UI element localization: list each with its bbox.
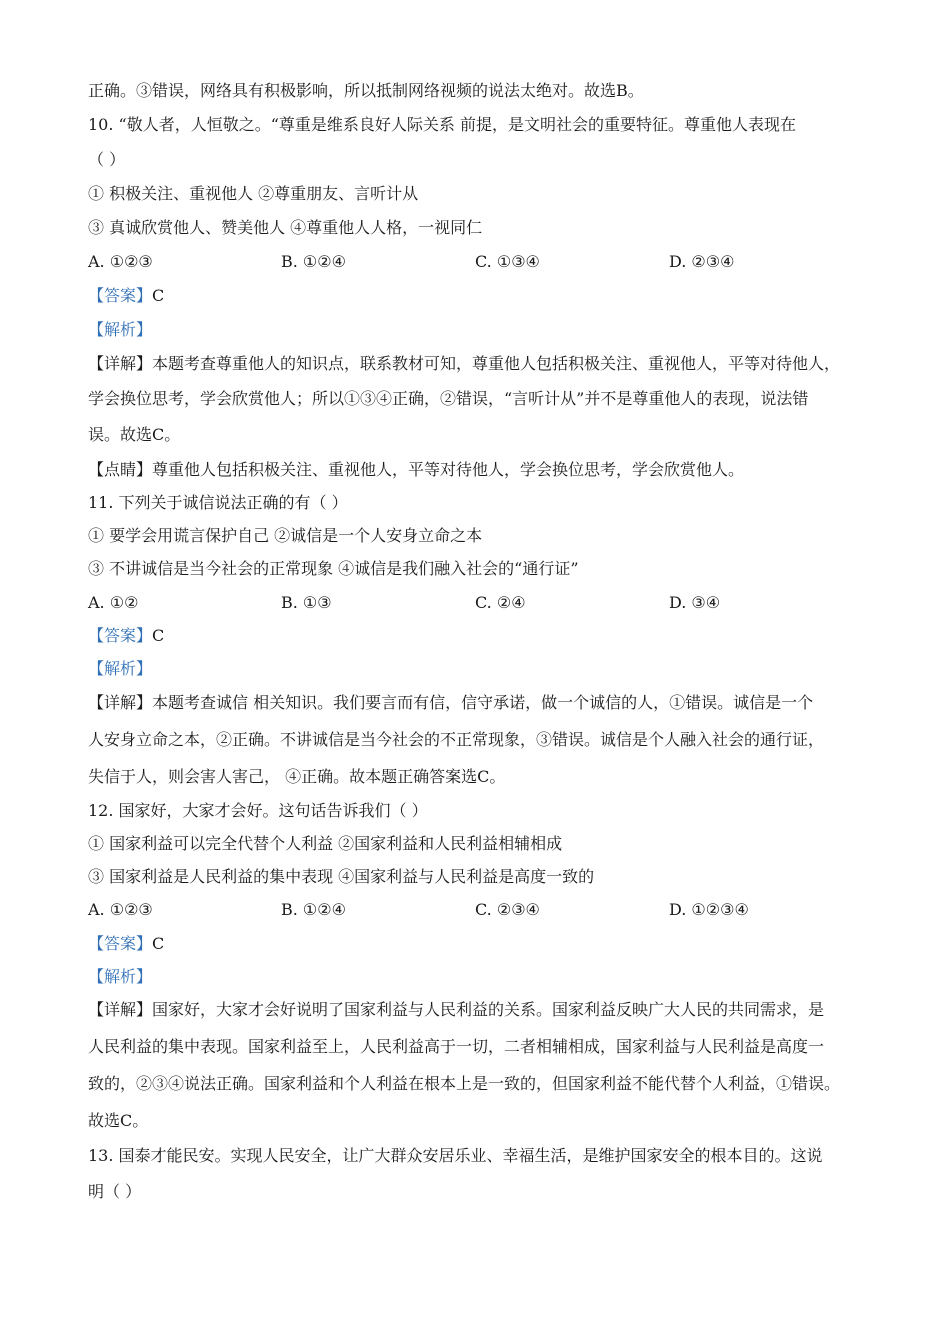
question-12-stem: 12. 国家好，大家才会好。这句话告诉我们（ ） [88,801,428,820]
option-c: C. ②④ [475,593,526,612]
analysis-tag: 【解析】 [88,320,153,339]
option-b: B. ①②④ [281,900,346,919]
explanation-line: 人民利益的集中表现。国家利益至上，人民利益高于一切，二者相辅相成，国家利益与人民利益是高度一 [88,1037,825,1056]
explanation-line: 误。故选C。 [88,425,181,444]
text-line: 正确。③错误，网络具有积极影响，所以抵制网络视频的说法太绝对。故选B。 [88,81,644,100]
answer-line [88,625,164,647]
explanation-line: 致的，②③④说法正确。国家利益和个人利益在根本上是一致的，但国家利益不能代替个人利益，①错误。 [88,1074,841,1093]
option-a: A. ①② [88,593,139,612]
answer-tag: 【答案】 [88,934,153,953]
answer-tag: 【答案】 [88,286,153,305]
explanation-line: 【详解】本题考查诚信 相关知识。我们要言而有信，信守承诺，做一个诚信的人，①错误。诚信是一个 [88,693,814,712]
analysis-tag: 【解析】 [88,967,153,986]
answer-line [88,285,164,307]
question-12-statements-2: ③ 国家利益是人民利益的集中表现 ④国家利益与人民利益是高度一致的 [88,867,595,886]
question-10-paren: （ ） [88,150,126,169]
explanation-line: 【详解】国家好，大家才会好说明了国家利益与人民利益的关系。国家利益反映广大人民的共同需求，是 [88,1000,825,1019]
question-13-stem: 13. 国泰才能民安。实现人民安全，让广大群众安居乐业、幸福生活，是维护国家安全的根本目的。这说 [88,1146,823,1165]
option-d: D. ③④ [669,593,721,612]
question-10-stem: 10. “敬人者，人恒敬之。“尊重是维系良好人际关系 前提，是文明社会的重要特征。尊重他人表现在 [88,115,796,134]
question-13-paren: 明（ ） [88,1182,142,1201]
option-c: C. ①③④ [475,252,540,271]
answer-value: C [152,626,165,645]
question-10-statements-2: ③ 真诚欣赏他人、赞美他人 ④尊重他人人格，一视同仁 [88,218,483,237]
option-d: D. ②③④ [669,252,735,271]
option-b: B. ①②④ [281,252,346,271]
explanation-line: 人安身立命之本，②正确。不讲诚信是当今社会的不正常现象，③错误。诚信是个人融入社会的通行证， [88,730,825,749]
key-point-line: 【点睛】尊重他人包括积极关注、重视他人，平等对待他人，学会换位思考，学会欣赏他人。 [88,460,745,479]
explanation-line: 【详解】本题考查尊重他人的知识点，联系教材可知，尊重他人包括积极关注、重视他人，平等对待他人， [88,354,841,373]
question-11-statements-1: ① 要学会用谎言保护自己 ②诚信是一个人安身立命之本 [88,526,483,545]
question-12-statements-1: ① 国家利益可以完全代替个人利益 ②国家利益和人民利益相辅相成 [88,834,563,853]
explanation-line: 学会换位思考，学会欣赏他人；所以①③④正确，②错误，“言听计从”并不是尊重他人的表现，说法错 [88,389,809,408]
question-11-stem: 11. 下列关于诚信说法正确的有（ ） [88,493,348,512]
answer-value: C [152,286,165,305]
option-b: B. ①③ [281,593,332,612]
analysis-tag: 【解析】 [88,659,153,678]
explanation-line: 故选C。 [88,1111,149,1130]
question-11-statements-2: ③ 不讲诚信是当今社会的正常现象 ④诚信是我们融入社会的“通行证” [88,559,579,578]
answer-tag: 【答案】 [88,626,153,645]
option-d: D. ①②③④ [669,900,749,919]
option-a: A. ①②③ [88,252,153,271]
answer-line [88,933,164,955]
question-10-statements-1: ① 积极关注、重视他人 ②尊重朋友、言听计从 [88,184,419,203]
option-a: A. ①②③ [88,900,153,919]
explanation-line: 失信于人，则会害人害己， ④正确。故本题正确答案选C。 [88,767,506,786]
option-c: C. ②③④ [475,900,540,919]
answer-value: C [152,934,165,953]
